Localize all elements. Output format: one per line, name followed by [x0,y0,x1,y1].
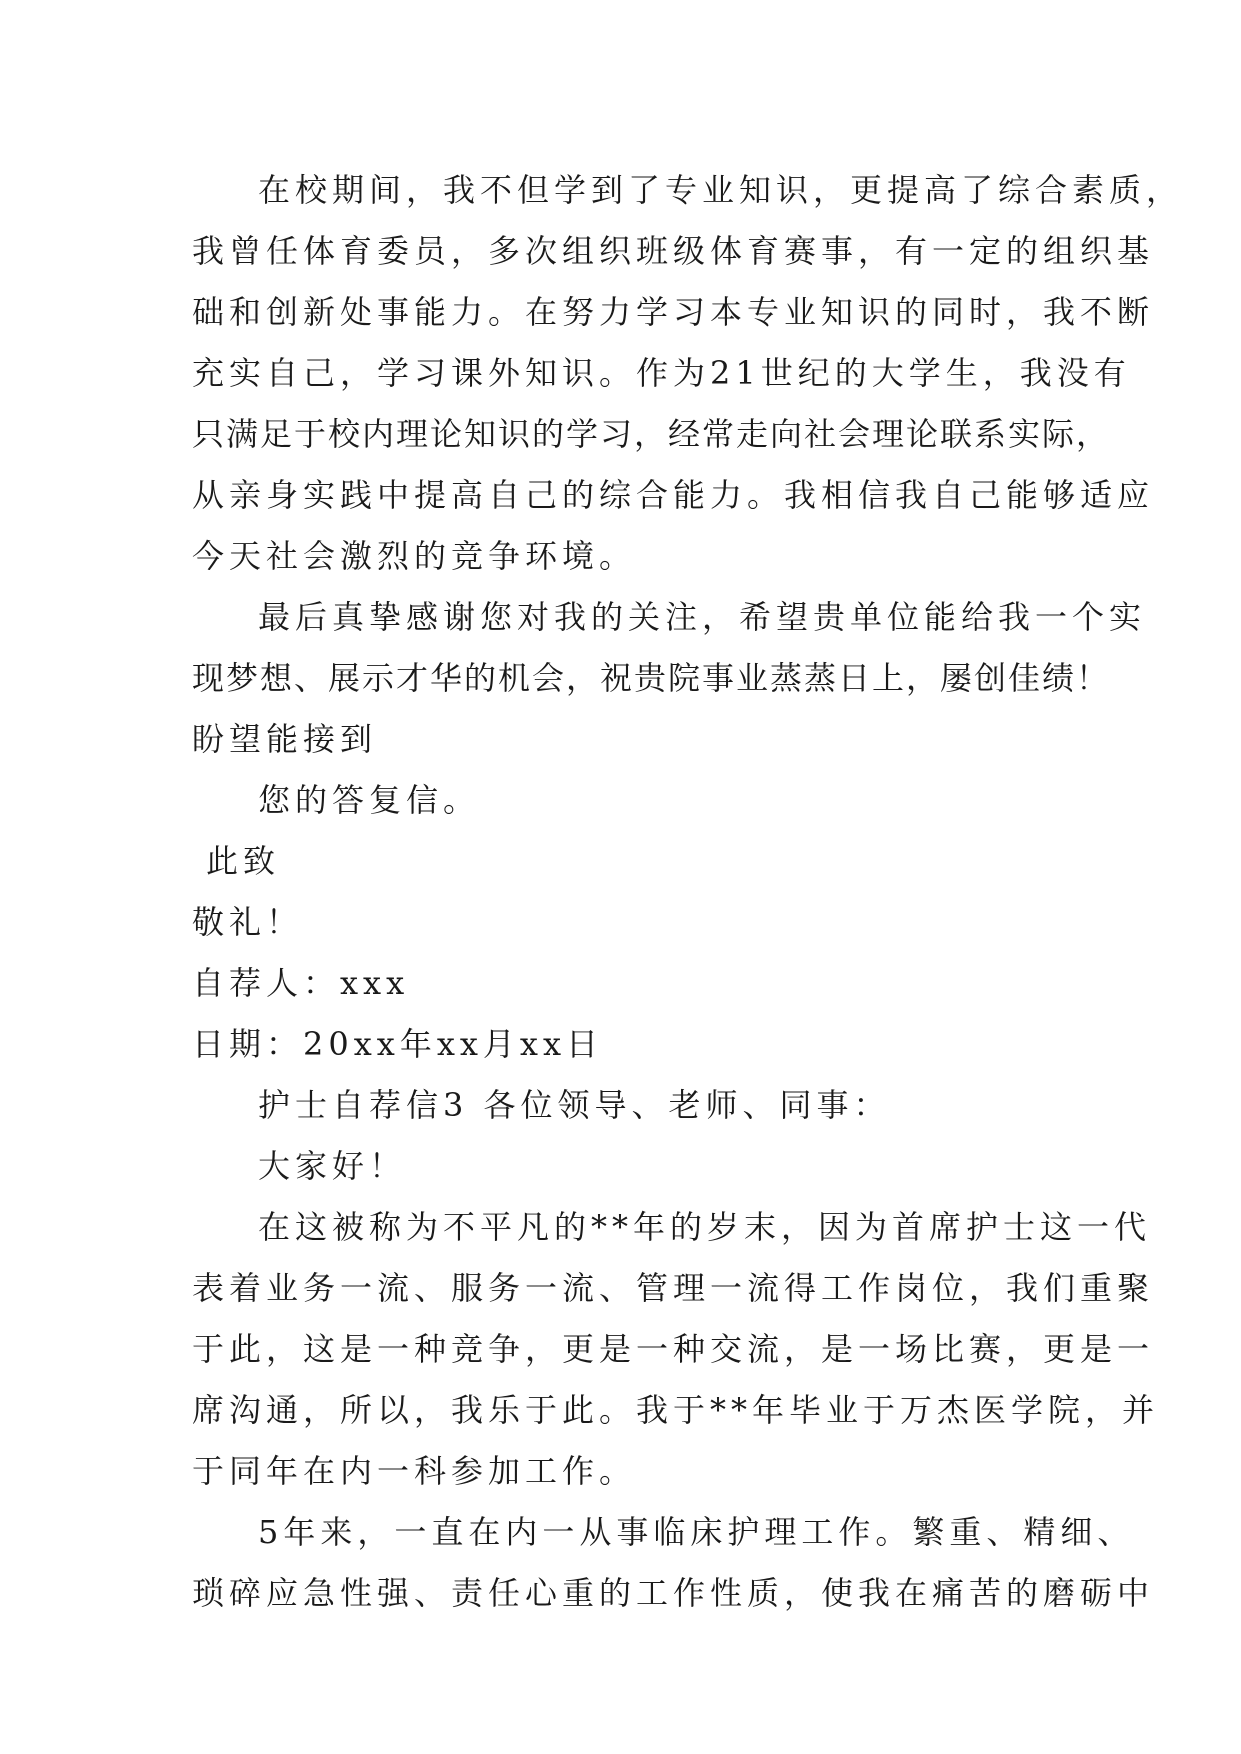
greeting: 大家好！ [258,1147,407,1185]
closing-regards: 敬礼！ [192,903,304,941]
paragraph-line: 从亲身实践中提高自己的综合能力。我相信我自己能够适应 [192,476,1155,514]
signer-line: 自荐人：xxx [192,964,410,1002]
paragraph-line: 表着业务一流、服务一流、管理一流得工作岗位，我们重聚 [192,1269,1155,1307]
paragraph-line: 于此，这是一种竞争，更是一种交流，是一场比赛，更是一 [192,1330,1155,1368]
paragraph-line: 今天社会激烈的竞争环境。 [192,537,637,575]
paragraph-line: 只满足于校内理论知识的学习，经常走向社会理论联系实际， [192,415,1111,453]
paragraph-line: 于同年在内一科参加工作。 [192,1452,637,1490]
paragraph-line: 您的答复信。 [258,781,481,819]
paragraph-line: 席沟通，所以，我乐于此。我于**年毕业于万杰医学院，并 [192,1391,1160,1429]
paragraph-line: 盼望能接到 [192,720,378,758]
paragraph-line: 充实自己，学习课外知识。作为21世纪的大学生，我没有 [192,354,1131,392]
paragraph-line: 5年来，一直在内一从事临床护理工作。繁重、精细、 [258,1513,1135,1551]
date-line: 日期：20xx年xx月xx日 [192,1025,604,1063]
letter-heading: 护士自荐信3 各位领导、老师、同事： [258,1086,891,1124]
paragraph-line: 最后真挚感谢您对我的关注，希望贵单位能给我一个实 [258,598,1147,636]
paragraph-line: 现梦想、展示才华的机会，祝贵院事业蒸蒸日上，屡创佳绩！ [192,659,1111,697]
paragraph-line: 我曾任体育委员，多次组织班级体育赛事，有一定的组织基 [192,232,1155,270]
paragraph-line: 础和创新处事能力。在努力学习本专业知识的同时，我不断 [192,293,1155,331]
paragraph-line: 琐碎应急性强、责任心重的工作性质，使我在痛苦的磨砺中 [192,1574,1155,1612]
document-body [192,160,1184,1624]
paragraph-line: 在这被称为不平凡的**年的岁末，因为首席护士这一代 [258,1208,1152,1246]
paragraph-line: 在校期间，我不但学到了专业知识，更提高了综合素质， [258,171,1184,209]
closing-salutation: 此致 [206,842,281,880]
